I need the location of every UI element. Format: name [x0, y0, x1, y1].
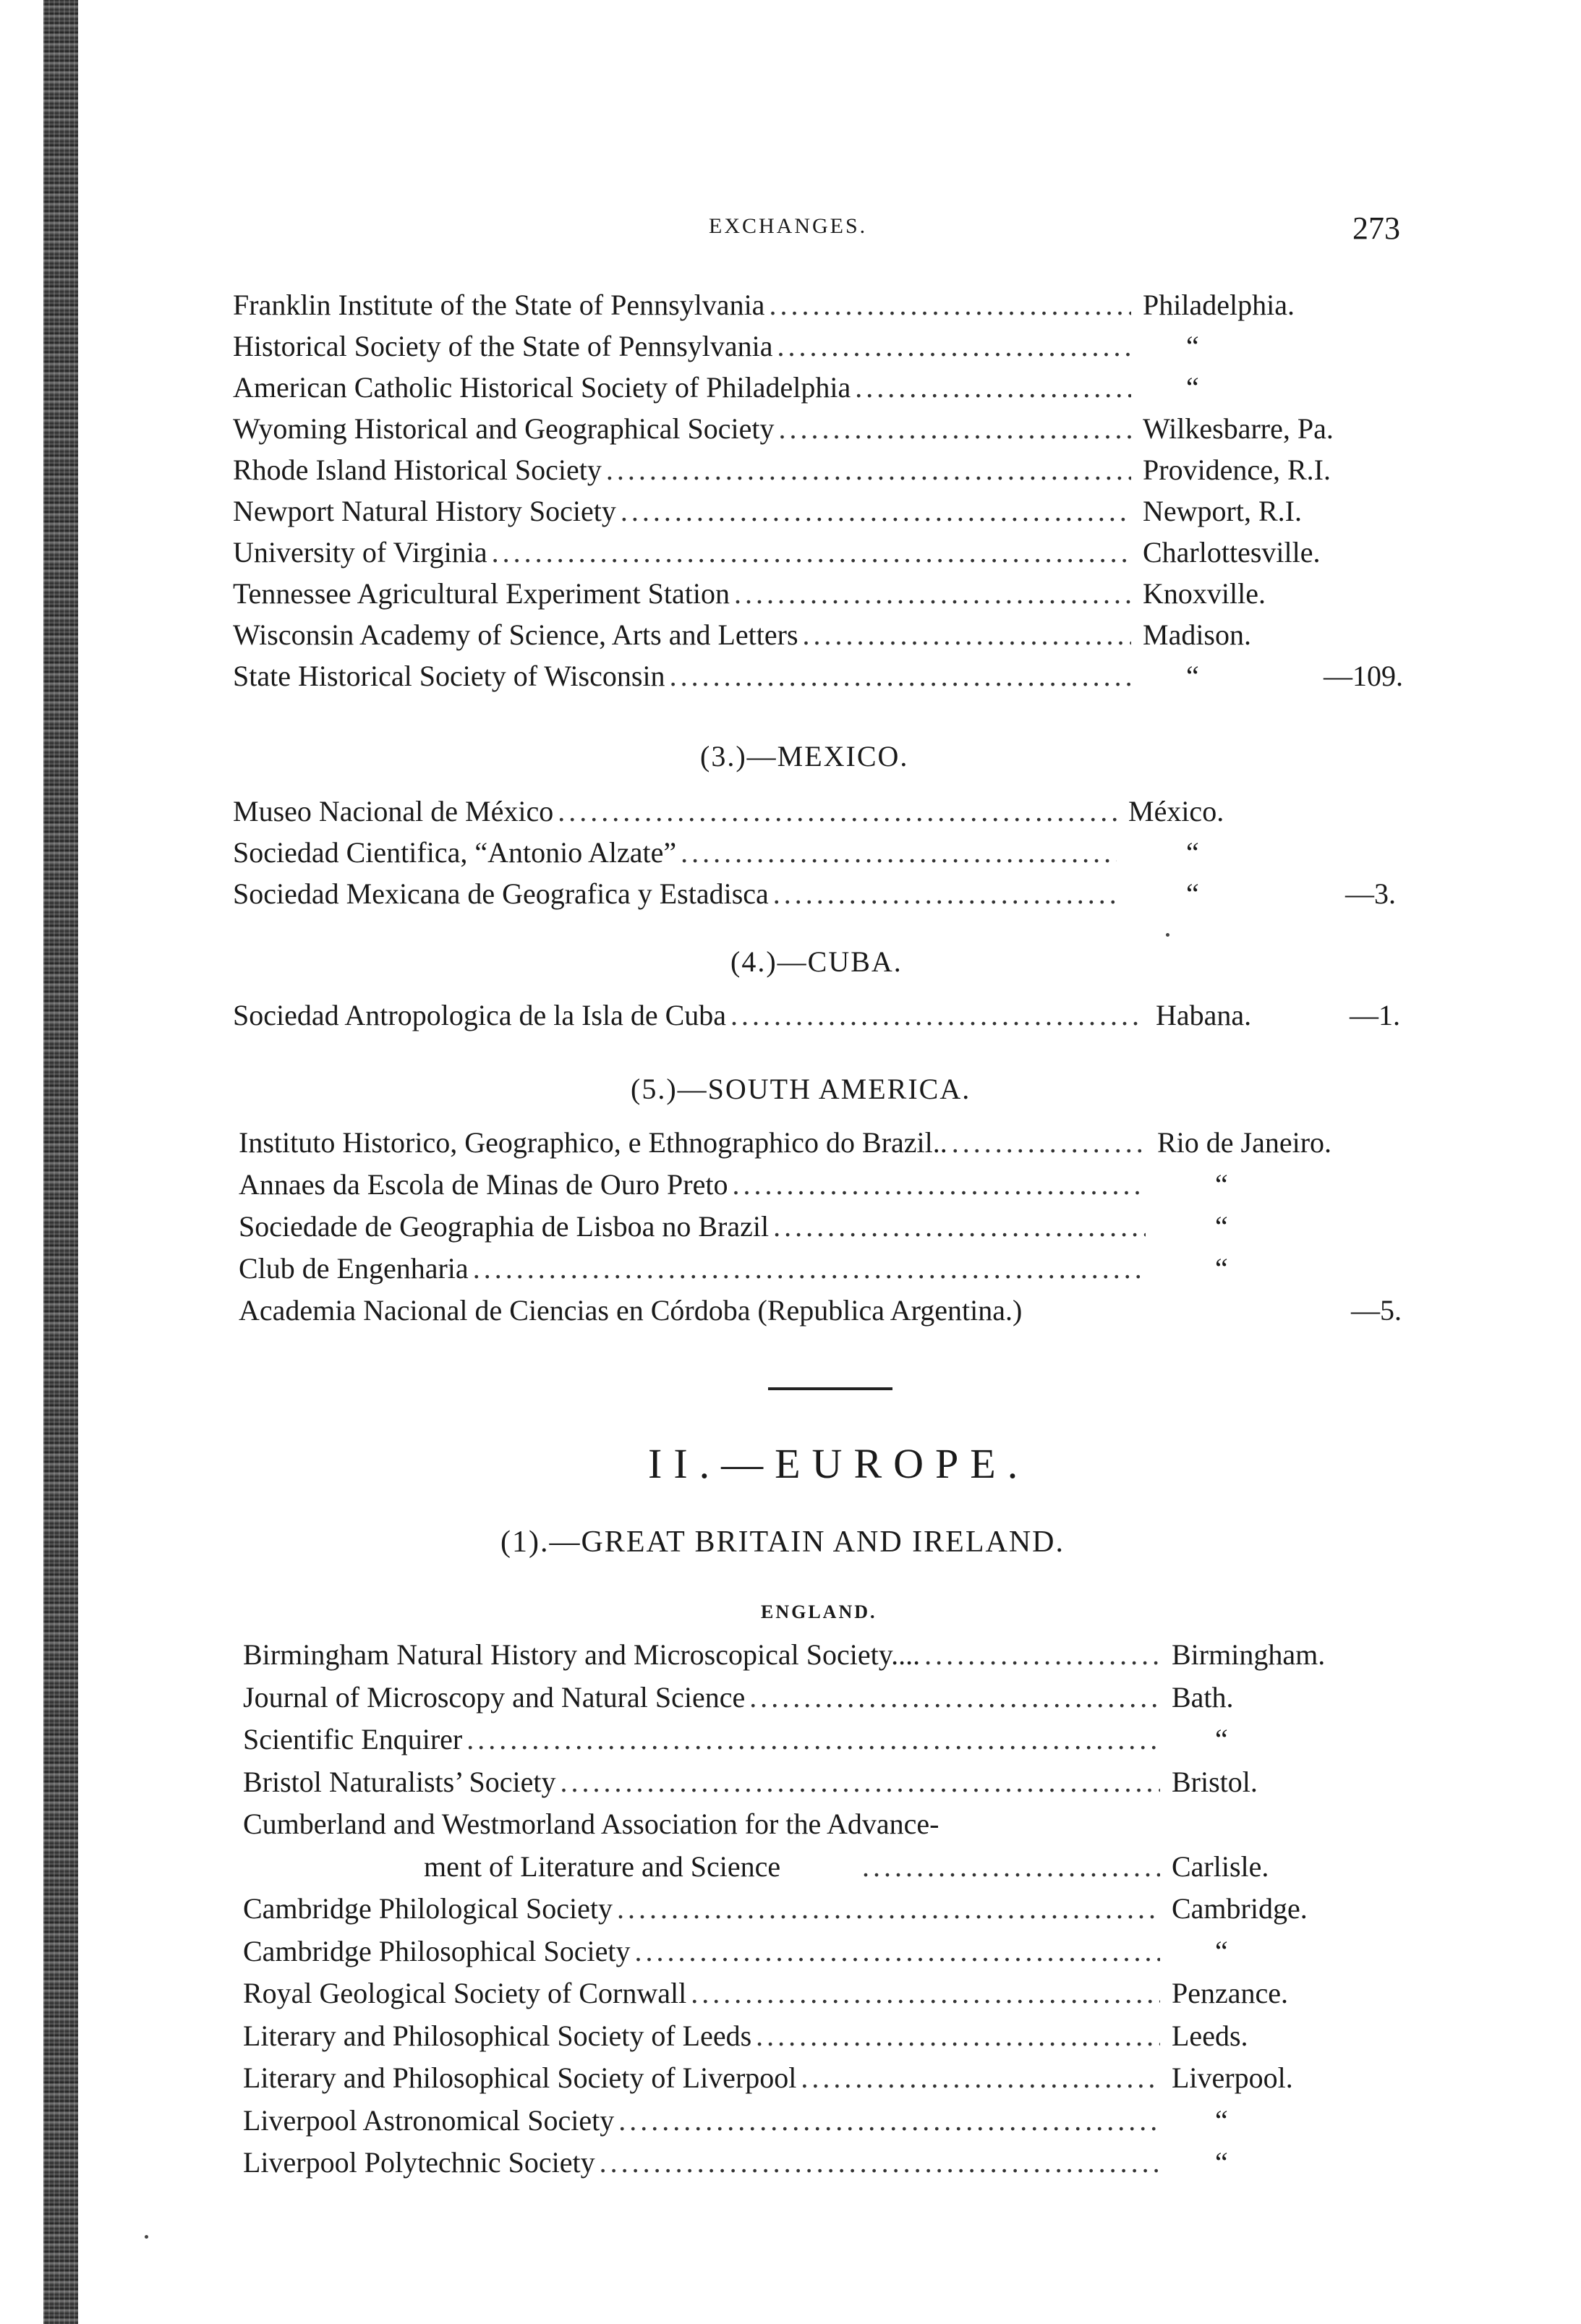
entry-place: “: [1215, 2146, 1228, 2179]
part-heading-europe: II.—EUROPE.: [648, 1440, 1030, 1487]
entry-place: Liverpool.: [1172, 2061, 1293, 2094]
entry-name: Literary and Philosophical Society of Liverpool: [243, 2061, 797, 2094]
entry-name: Sociedad Antropologica de la Isla de Cuba: [233, 999, 727, 1031]
entry-place: “: [1215, 1934, 1228, 1967]
list-item: [233, 576, 1135, 618]
entry-place: Bristol.: [1172, 1765, 1258, 1798]
list-item: [243, 2103, 1164, 2145]
list-item: [233, 835, 1121, 877]
entry-place: Carlisle.: [1172, 1850, 1269, 1883]
scanned-page-edge: [43, 0, 78, 2324]
dot-leader: [466, 1722, 1160, 1756]
entry-place: “: [1186, 330, 1199, 362]
entry-place: “: [1215, 1210, 1228, 1243]
entry-place: Cambridge.: [1172, 1892, 1308, 1925]
entry-count: —1.: [1350, 999, 1400, 1031]
dot-leader: [734, 576, 1131, 610]
dot-leader: [473, 1251, 1146, 1285]
list-item: [233, 494, 1135, 536]
list-item: [243, 1680, 1164, 1722]
list-item: [233, 288, 1135, 330]
entry-count: —5.: [1351, 1294, 1402, 1327]
entry-name: Bristol Naturalists’ Society: [243, 1765, 556, 1798]
dot-leader: [606, 453, 1131, 487]
dot-leader: [862, 1850, 1160, 1884]
dot-leader: [670, 659, 1131, 693]
dot-leader: [635, 1934, 1161, 1968]
list-item: [233, 329, 1135, 371]
entry-place: Rio de Janeiro.: [1157, 1126, 1332, 1159]
dot-leader: [749, 1680, 1160, 1714]
entry-place: “: [1186, 836, 1199, 869]
entry-count: —3.: [1345, 877, 1396, 910]
entry-name: Cambridge Philosophical Society: [243, 1934, 631, 1967]
dot-leader: [777, 329, 1131, 363]
dot-leader: [617, 1891, 1160, 1925]
dot-leader: [773, 1209, 1146, 1243]
list-item: [243, 1765, 1164, 1807]
list-item: [233, 659, 1135, 701]
list-item: [243, 2019, 1164, 2061]
ink-speck: [1166, 933, 1169, 937]
list-item: [233, 412, 1135, 454]
dot-leader: [681, 835, 1117, 869]
entry-name: Tennessee Agricultural Experiment Station: [233, 577, 730, 610]
entry-name: Cambridge Philological Society: [243, 1892, 613, 1925]
list-item: [233, 794, 1121, 836]
entry-place: “: [1215, 1252, 1228, 1285]
entry-place: Newport, R.I.: [1143, 495, 1302, 527]
list-item: [233, 453, 1135, 495]
ink-speck: [145, 2235, 148, 2239]
list-item: [243, 2061, 1164, 2103]
entry-place: Providence, R.I.: [1143, 454, 1331, 486]
dot-leader: [756, 2019, 1160, 2053]
entry-name: Journal of Microscopy and Natural Science: [243, 1680, 746, 1714]
list-item: [239, 1209, 1150, 1251]
section-divider-rule: [768, 1387, 892, 1390]
entry-place: Wilkesbarre, Pa.: [1143, 412, 1334, 445]
list-item: [233, 535, 1135, 577]
entry-place: Charlottesville.: [1143, 536, 1321, 569]
entry-name: Royal Geological Society of Cornwall: [243, 1977, 687, 2009]
dot-leader: [803, 618, 1131, 652]
entry-name: Instituto Historico, Geographico, e Ethnographico do Brazil..: [239, 1126, 947, 1159]
dot-leader-row: [858, 1850, 1164, 1891]
dot-leader: [924, 1638, 1160, 1672]
page-number: 273: [1352, 210, 1400, 246]
dot-leader: [855, 370, 1131, 404]
entry-place: “: [1215, 2103, 1228, 2137]
entry-name: Sociedad Mexicana de Geografica y Estadisca: [233, 877, 769, 910]
entry-name: State Historical Society of Wisconsin: [233, 660, 665, 692]
entry-name: Cumberland and Westmorland Association for the Advance-: [243, 1808, 939, 1840]
entry-name: Sociedade de Geographia de Lisboa no Brazil: [239, 1210, 770, 1243]
entry-name: Historical Society of the State of Pennsylvania: [233, 330, 773, 362]
entry-name: Scientific Enquirer: [243, 1723, 463, 1755]
dot-leader: [618, 2103, 1160, 2137]
entry-name: Wisconsin Academy of Science, Arts and Letters: [233, 618, 798, 651]
entry-name: University of Virginia: [233, 536, 487, 569]
section-heading-mexico: (3.)—MEXICO.: [700, 740, 909, 772]
entry-place: Philadelphia.: [1143, 289, 1295, 321]
list-item: [233, 998, 1149, 1040]
entry-name-continuation: ment of Literature and Science: [424, 1850, 781, 1883]
entry-place: “: [1186, 877, 1199, 910]
entry-name: Newport Natural History Society: [233, 495, 616, 527]
list-item: [243, 1891, 1164, 1933]
dot-leader: [691, 1976, 1160, 2010]
dot-leader: [558, 794, 1117, 828]
entry-name: Liverpool Astronomical Society: [243, 2103, 615, 2137]
entry-place: México.: [1128, 795, 1224, 827]
entry-place: Birmingham.: [1172, 1638, 1326, 1671]
entry-place: “: [1215, 1168, 1228, 1201]
entry-name: Sociedad Cientifica, “Antonio Alzate”: [233, 836, 677, 869]
dot-leader: [492, 535, 1131, 569]
list-item: [239, 1251, 1150, 1293]
entry-name: Birmingham Natural History and Microscopical Society....: [243, 1638, 921, 1671]
entry-name: Museo Nacional de México: [233, 795, 554, 827]
dot-leader: [600, 2145, 1160, 2179]
list-item: [243, 1638, 1164, 1680]
list-item: [243, 1976, 1164, 2018]
list-item: [239, 1293, 1150, 1335]
list-item: [243, 1934, 1164, 1976]
entry-name: Annaes da Escola de Minas de Ouro Preto: [239, 1168, 728, 1201]
dot-leader: [952, 1125, 1146, 1159]
section-heading-great-britain: (1).—GREAT BRITAIN AND IRELAND.: [500, 1525, 1065, 1559]
entry-place: Penzance.: [1172, 1977, 1289, 2009]
list-item: [243, 2145, 1164, 2187]
entry-place: “: [1215, 1723, 1228, 1755]
list-item: [239, 1125, 1150, 1167]
entry-name: Liverpool Polytechnic Society: [243, 2146, 595, 2179]
list-item: [233, 618, 1135, 660]
list-item: [233, 370, 1135, 412]
entry-place: Knoxville.: [1143, 577, 1266, 610]
list-item: [243, 1722, 1164, 1764]
running-head: EXCHANGES.: [709, 214, 868, 238]
entry-place: “: [1186, 371, 1199, 404]
list-item: [233, 877, 1121, 919]
dot-leader: [732, 1167, 1146, 1201]
entry-name: Franklin Institute of the State of Pennsylvania: [233, 289, 765, 321]
section-heading-south-america: (5.)—SOUTH AMERICA.: [631, 1073, 971, 1105]
dot-leader: [801, 2061, 1160, 2095]
entry-place: Madison.: [1143, 618, 1251, 651]
entry-name: Rhode Island Historical Society: [233, 454, 602, 486]
dot-leader: [773, 877, 1117, 911]
country-heading-england: ENGLAND.: [761, 1601, 877, 1622]
entry-name: Academia Nacional de Ciencias en Córdoba (Republica Argentina.): [239, 1294, 1023, 1327]
entry-place: Habana.: [1156, 999, 1252, 1031]
entry-name: Wyoming Historical and Geographical Society: [233, 412, 775, 445]
list-item: [239, 1167, 1150, 1209]
entry-name: Literary and Philosophical Society of Leeds: [243, 2019, 752, 2052]
entry-place: “: [1186, 660, 1199, 692]
entry-place: Bath.: [1172, 1680, 1234, 1714]
entry-count: —109.: [1324, 660, 1403, 692]
entry-name: American Catholic Historical Society of Philadelphia: [233, 371, 851, 404]
entry-name: Club de Engenharia: [239, 1252, 469, 1285]
entry-place: Leeds.: [1172, 2019, 1248, 2052]
dot-leader: [730, 998, 1144, 1032]
dot-leader: [769, 288, 1131, 322]
list-item: [243, 1807, 1164, 1849]
dot-leader: [561, 1765, 1160, 1799]
section-heading-cuba: (4.)—CUBA.: [730, 945, 903, 978]
dot-leader: [621, 494, 1131, 528]
dot-leader: [779, 412, 1132, 446]
